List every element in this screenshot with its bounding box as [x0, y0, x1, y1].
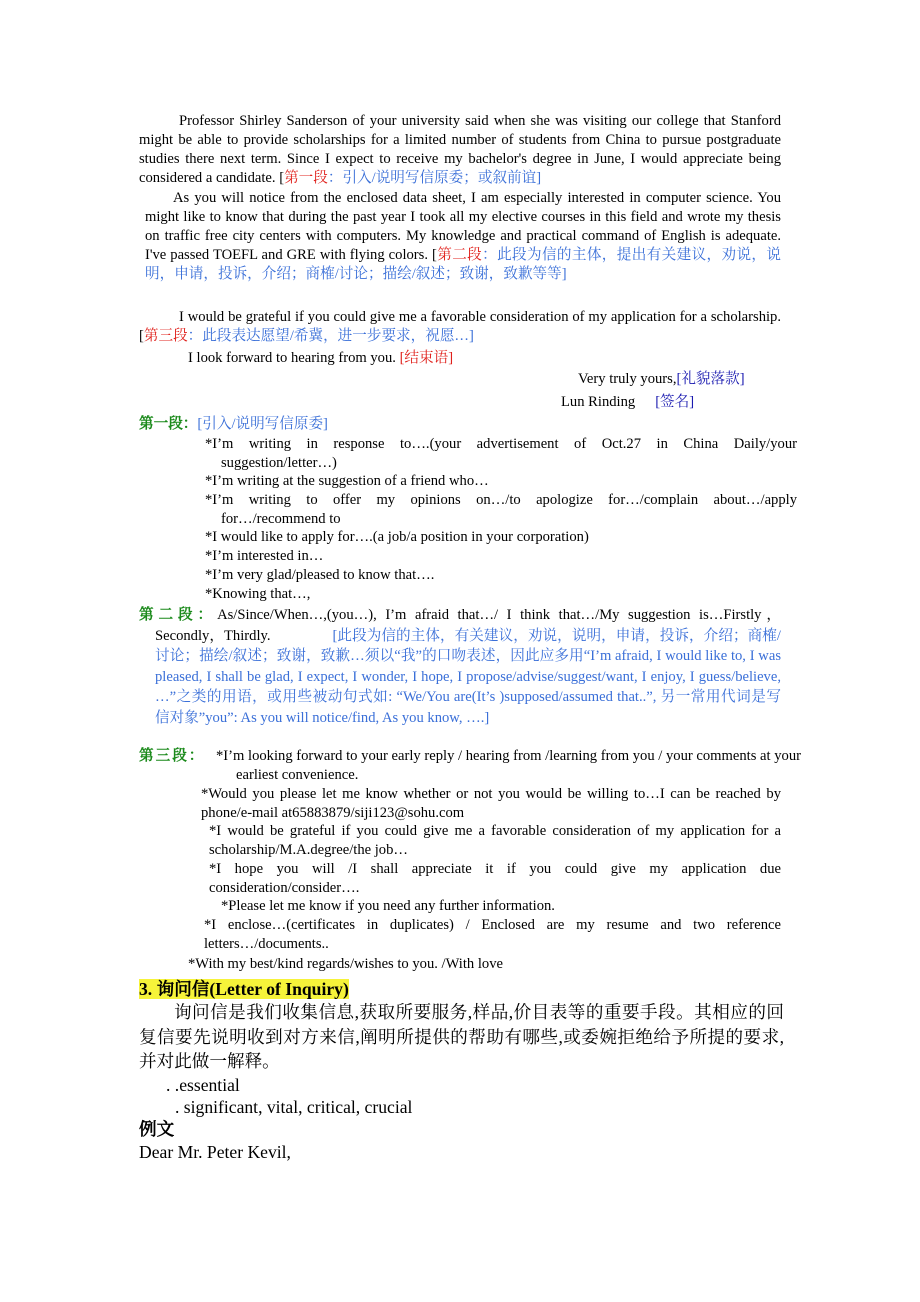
section-2-label: 第二段： [139, 607, 218, 623]
paragraph-1-text: Professor Shirley Sanderson of your university said when she was visiting our college that Stanford might be able to provide scholarships for a limited number of students from China to pursue postgraduate studies there next term. Since I expect to receive my bachelor's degree in June, I would appreciate being considered a candidate. [ [139, 113, 781, 186]
vocab-line-2: . significant, vital, critical, crucial [175, 1097, 413, 1117]
section-1-label-note: [引入/说明写信原委] [197, 416, 328, 432]
section-1-item: *I’m writing at the suggestion of a friend who… [205, 473, 489, 489]
letter-closing [188, 349, 453, 368]
example-label: 例文 [139, 1119, 175, 1139]
section-1-label: 第一段： [139, 416, 198, 432]
inquiry-heading-text: 3. 询问信(Letter of Inquiry) [139, 979, 349, 999]
paragraph-1-note: ：引入/说明写信原委；或叙前谊] [327, 170, 542, 186]
section-3-item: *I hope you will /I shall appreciate it if you could give my application due consideration/consider…. [209, 861, 781, 896]
section-3-item: *With my best/kind regards/wishes to you. /With love [188, 956, 503, 972]
section-1-item: *Knowing that…, [205, 586, 311, 602]
section-3-item: *Please let me know if you need any further information. [221, 898, 555, 914]
paragraph-3-note: ：此段表达愿望/希冀，进一步要求，祝愿…] [187, 328, 474, 344]
signature-text: Lun Rinding [561, 394, 636, 410]
letter-sign-off [578, 370, 745, 389]
letter-paragraph-2 [145, 189, 781, 284]
paragraph-2-tag: 第二段 [436, 247, 483, 263]
inquiry-description: 询问信是我们收集信息,获取所要服务,样品,价目表等的重要手段。其相应的回复信要先说明收到对方来信,阐明所提供的帮助有哪些,或委婉拒绝给予所提的要求,并对此做一解释。 [139, 1002, 784, 1071]
section-2-note: [此段为信的主体，有关建议，劝说，说明，申请，投诉，介绍；商榷/讨论；描绘/叙述；致谢，致歉…须以“我”的口吻表述，因此应多用“I’m afraid, I would like to, I was pleased, I shall be glad, I expect, I wonder, I hope, I propose/advise/suggest/want, I enjoy, I guess/believe, …”之类的用语，或用些被动句式如: “We/You are(It’s )supposed/assumed that..”, 另一常用代词是写信对象”you”: As you will notice/find, As you know, ….] [155, 627, 781, 726]
section-3-item: *I’m looking forward to your early reply / hearing from /learning from you / your comments at your earliest convenience. [216, 748, 801, 783]
section-3-label: 第三段： [139, 748, 206, 764]
section-3-item: *Would you please let me know whether or not you would be willing to…I can be reached by phone/e-mail at65883879/siji123@sohu.com [201, 786, 781, 821]
paragraph-2-note: ：此段为信的主体，提出有关建议，劝说，说明，申请，投诉，介绍；商榷/讨论；描绘/叙述；致谢，致歉等等] [145, 247, 781, 282]
section-1-item: *I’m very glad/pleased to know that…. [205, 567, 435, 583]
paragraph-3-text: I would be grateful if you could give me a favorable consideration of my application for a scholarship. [ [139, 309, 781, 344]
salutation: Dear Mr. Peter Kevil, [139, 1142, 291, 1162]
letter-paragraph-1 [139, 112, 781, 188]
section-1-item: *I’m writing in response to….(your advertisement of Oct.27 in China Daily/your suggestion/letter…) [205, 436, 797, 471]
vocab-line-1: . .essential [166, 1075, 240, 1095]
closing-text: I look forward to hearing from you. [188, 350, 400, 366]
section-1-item: *I would like to apply for….(a job/a position in your corporation) [205, 529, 589, 545]
paragraph-3-tag: 第三段 [143, 328, 188, 344]
section-2-text: As/Since/When…,(you…), I’m afraid that…/ I think that…/My suggestion is…Firstly，Secondly，Thirdly. [155, 607, 781, 644]
signature-tag: [签名] [655, 394, 695, 410]
inquiry-heading [139, 977, 349, 1002]
letter-paragraph-3 [139, 308, 781, 346]
letter-signature [561, 393, 694, 412]
section-2-block [139, 605, 781, 728]
section-1-item: *I’m writing to offer my opinions on…/to apologize for…/complain about…/apply for…/recommend to [205, 492, 797, 527]
closing-tag: [结束语] [399, 350, 454, 366]
section-1-heading [139, 415, 328, 434]
section-3-item: *I enclose…(certificates in duplicates) / Enclosed are my resume and two reference letters…/documents.. [204, 917, 781, 952]
sign-off-text: Very truly yours, [578, 371, 677, 387]
section-1-item: *I’m interested in… [205, 548, 324, 564]
sign-off-tag: [礼貌落款] [676, 371, 745, 387]
paragraph-2-text: As you will notice from the enclosed data sheet, I am especially interested in computer science. You might like to know that during the past year I took all my elective courses in this field and wrote my thesis on traffic free city centers with computers. My knowledge and practical command of English is adequate. I've passed TOEFL and GRE with flying colors. [ [145, 190, 781, 263]
paragraph-1-tag: 第一段 [284, 170, 328, 186]
section-3-item: *I would be grateful if you could give me a favorable consideration of my application for a scholarship/M.A.degree/the job… [209, 823, 781, 858]
